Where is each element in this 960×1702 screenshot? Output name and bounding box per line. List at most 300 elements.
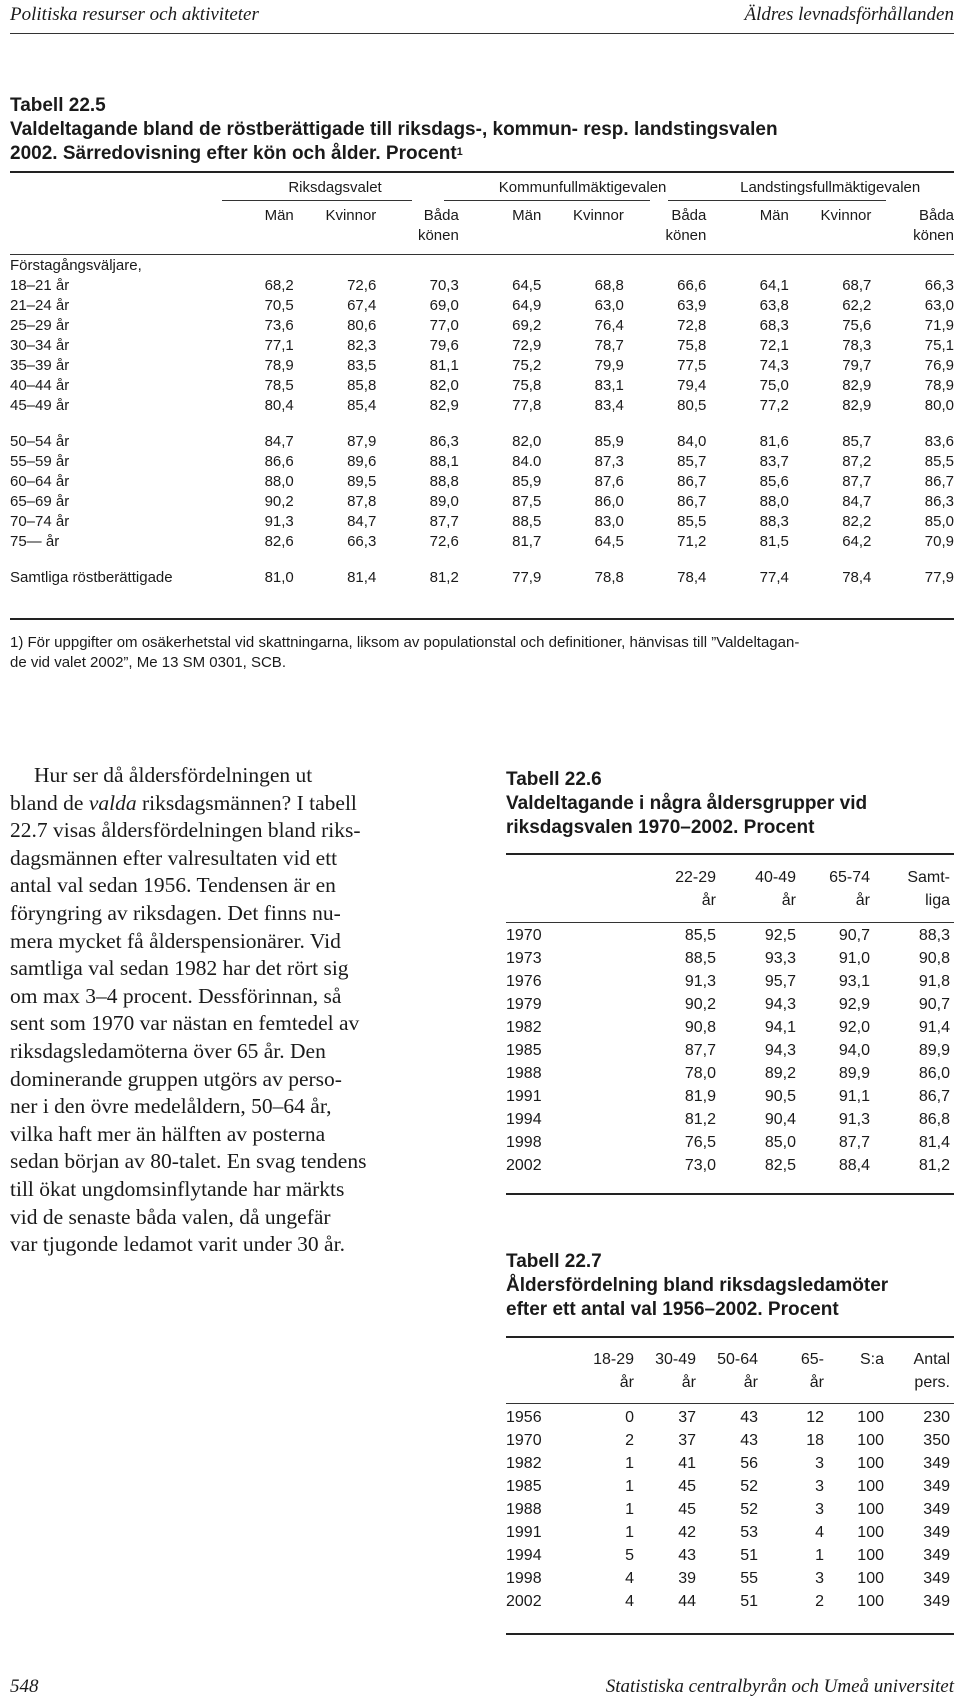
table-cell: 1 (625, 1524, 634, 1541)
table-cell: 91,3 (838, 1111, 870, 1128)
table-cell: 91,3 (264, 513, 294, 530)
table-cell: 88,5 (512, 513, 542, 530)
text-line: dominerande gruppen utgörs av perso- (10, 1066, 342, 1091)
table-row (10, 472, 954, 492)
column-header: 30-49 år (655, 1351, 696, 1391)
table-cell: 349 (923, 1524, 950, 1541)
table-cell: 87,3 (594, 453, 624, 470)
table-cell: 86,7 (918, 1088, 950, 1105)
table-cell: 87,7 (842, 473, 872, 490)
table-cell: 75,1 (924, 337, 954, 354)
table-cell: 81,0 (264, 569, 294, 586)
table-cell: 88,0 (759, 493, 789, 510)
table-cell: 68,8 (594, 277, 624, 294)
table-cell: 78,5 (264, 377, 294, 394)
table-row (506, 1016, 950, 1039)
publisher: Statistiska centralbyrån och Umeå universitet (605, 1676, 954, 1697)
table-cell: 82,9 (429, 397, 459, 414)
table-cell: 349 (923, 1547, 950, 1564)
table-cell: 86,0 (918, 1065, 950, 1082)
table-cell: 63,0 (594, 297, 624, 314)
table-cell: 63,8 (759, 297, 789, 314)
table-cell: 75,0 (759, 377, 789, 394)
table-cell: 85,5 (684, 927, 716, 944)
column-header: 65- år (800, 1351, 824, 1391)
table-cell: 86,3 (924, 493, 954, 510)
table-cell: 100 (857, 1409, 884, 1426)
row-year: 1991 (506, 1524, 542, 1541)
table-cell: 90,4 (764, 1111, 796, 1128)
row-label: 21–24 år (10, 297, 70, 314)
table-cell: 66,6 (677, 277, 707, 294)
table-cell: 85,9 (594, 433, 624, 450)
running-head-left: Politiska resurser och aktiviteter (10, 4, 259, 25)
table-row (506, 1567, 950, 1590)
table-cell: 66,3 (347, 533, 377, 550)
row-label: 30–34 år (10, 337, 70, 354)
table-footnote (10, 633, 950, 673)
table-row (10, 452, 954, 472)
table-bottom-rule (10, 618, 954, 620)
table-cell: 66,3 (924, 277, 954, 294)
table-cell: 91,0 (838, 950, 870, 967)
table-cell: 72,6 (429, 533, 459, 550)
table-cell: 85,4 (347, 397, 377, 414)
table-cell: 70,3 (429, 277, 459, 294)
table-22-5 (10, 178, 954, 588)
table-cell: 76,4 (594, 317, 624, 334)
table-cell: 89,9 (838, 1065, 870, 1082)
text-line: föryngring av riksdagen. Det finns nu- (10, 900, 341, 925)
table-cell: 100 (857, 1501, 884, 1518)
table-cell: 77,2 (759, 397, 789, 414)
table-cell: 69,2 (512, 317, 542, 334)
table-row (506, 1498, 950, 1521)
text-line: 22.7 visas åldersfördelningen bland riks- (10, 818, 361, 843)
footnote-line: de vid valet 2002”, Me 13 SM 0301, SCB. (10, 654, 286, 671)
table-cell: 74,3 (759, 357, 789, 374)
table-cell: 77,9 (924, 569, 954, 586)
table-row (506, 1131, 950, 1154)
column-header: Kvinnor (325, 207, 377, 224)
table-cell: 88,3 (918, 927, 950, 944)
row-label: Samtliga röstberättigade (10, 569, 173, 586)
table-cell: 100 (857, 1570, 884, 1587)
table-cell: 89,0 (429, 493, 459, 510)
table-cell: 82,9 (842, 397, 872, 414)
footnote-line: 1) För uppgifter om osäkerhetstal vid skattningarna, liksom av populationstal och definitioner, hänvisas till ”Valdeltagan- (10, 634, 800, 651)
table-cell: 82,0 (429, 377, 459, 394)
table-top-rule (506, 1336, 954, 1338)
table-cell: 71,9 (924, 317, 954, 334)
group-rule (444, 200, 650, 201)
column-header-row (506, 866, 950, 912)
table-cell: 63,0 (924, 297, 954, 314)
running-head (10, 4, 954, 30)
table-cell: 64,9 (512, 297, 542, 314)
page-number: 548 (10, 1676, 39, 1697)
table-cell: 77,0 (429, 317, 459, 334)
table-cell: 87,8 (347, 493, 377, 510)
table-bottom-rule (506, 1193, 954, 1195)
table-cell: 87,2 (842, 453, 872, 470)
text-line: till ökat ungdomsinflytande har märkts (10, 1176, 345, 1201)
group-header-row (10, 178, 954, 198)
table-cell: 37 (678, 1432, 696, 1449)
table-title-line: riksdagsvalen 1970–2002. Procent (506, 817, 815, 838)
table-cell: 64,5 (594, 533, 624, 550)
table-cell: 83,7 (759, 453, 789, 470)
table-cell: 77,9 (512, 569, 542, 586)
row-year: 1994 (506, 1111, 542, 1128)
column-header: Kvinnor (820, 207, 872, 224)
text-line: bland de valda riksdagsmännen? I tabell (10, 790, 357, 815)
table-cell: 100 (857, 1478, 884, 1495)
table-cell: 64,5 (512, 277, 542, 294)
section-label: Förstagångsväljare, (10, 257, 142, 274)
table-cell: 86,0 (594, 493, 624, 510)
column-header: Män (759, 207, 789, 224)
header-divider (10, 33, 954, 34)
table-row (506, 1406, 950, 1429)
text-line: vid de senaste båda valen, då ungefär (10, 1204, 331, 1229)
table-cell: 73,0 (684, 1157, 716, 1174)
table-cell: 94,3 (764, 996, 796, 1013)
table-cell: 88,1 (429, 453, 459, 470)
table-cell: 68,2 (264, 277, 294, 294)
table-cell: 75,8 (512, 377, 542, 394)
table-cell: 100 (857, 1547, 884, 1564)
table-cell: 1 (625, 1501, 634, 1518)
table-cell: 1 (625, 1478, 634, 1495)
group-header: Riksdagsvalet (288, 179, 382, 196)
row-year: 1985 (506, 1478, 542, 1495)
table-cell: 52 (740, 1501, 758, 1518)
table-cell: 70,9 (924, 533, 954, 550)
table-22-6 (506, 866, 950, 1177)
table-row (506, 993, 950, 1016)
table-cell: 81,5 (759, 533, 789, 550)
column-header: 18-29 år (593, 1351, 634, 1391)
table-cell: 78,9 (924, 377, 954, 394)
text-line: Hur ser då åldersfördelningen ut (34, 763, 313, 787)
text-line: om max 3–4 procent. Dessförinnan, så (10, 983, 342, 1008)
table-cell: 349 (923, 1501, 950, 1518)
column-header: 65-74 år (829, 869, 870, 909)
table-cell: 88,8 (429, 473, 459, 490)
table-cell: 51 (740, 1547, 758, 1564)
table-title-number: Tabell 22.5 (10, 95, 106, 116)
table-cell: 79,6 (429, 337, 459, 354)
text-line: samtliga val sedan 1982 har det rört sig (10, 956, 349, 981)
table-cell: 93,1 (838, 973, 870, 990)
row-year: 1956 (506, 1409, 542, 1426)
table-row (506, 1544, 950, 1567)
table-cell: 90,8 (684, 1019, 716, 1036)
table-cell: 91,4 (918, 1019, 950, 1036)
group-rule (222, 200, 412, 201)
row-year: 1970 (506, 1432, 542, 1449)
table-cell: 43 (740, 1432, 758, 1449)
row-year: 1970 (506, 927, 542, 944)
table-cell: 88,0 (264, 473, 294, 490)
table-cell: 12 (806, 1409, 824, 1426)
table-title-number: Tabell 22.6 (506, 769, 602, 790)
table-row (506, 1039, 950, 1062)
table-cell: 89,9 (918, 1042, 950, 1059)
table-cell: 56 (740, 1455, 758, 1472)
table-cell: 82,3 (347, 337, 377, 354)
row-year: 2002 (506, 1593, 542, 1610)
table-cell: 18 (806, 1432, 824, 1449)
column-header: Båda könen (665, 207, 707, 244)
table-cell: 44 (678, 1593, 696, 1610)
table-row (10, 396, 954, 416)
table-cell: 75,8 (677, 337, 707, 354)
table-row (10, 492, 954, 512)
table-cell: 1 (815, 1547, 824, 1564)
table-cell: 37 (678, 1409, 696, 1426)
table-cell: 85,0 (924, 513, 954, 530)
row-year: 1973 (506, 950, 542, 967)
table-cell: 63,9 (677, 297, 707, 314)
row-label: 45–49 år (10, 397, 70, 414)
table-cell: 89,2 (764, 1065, 796, 1082)
table-row (10, 568, 954, 588)
table-cell: 77,1 (264, 337, 294, 354)
row-label: 60–64 år (10, 473, 70, 490)
table-cell: 85,7 (677, 453, 707, 470)
emphasis: valda (88, 790, 137, 815)
table-cell: 72,8 (677, 317, 707, 334)
row-label: 25–29 år (10, 317, 70, 334)
table-cell: 91,8 (918, 973, 950, 990)
row-label: 75— år (10, 533, 60, 550)
table-title-line: 2002. Särredovisning efter kön och ålder. Procent$^1$ (10, 143, 463, 164)
table-cell: 90,7 (838, 927, 870, 944)
table-cell: 81,2 (429, 569, 459, 586)
text-line: sedan början av 80-talet. En svag tendens (10, 1149, 367, 1174)
row-year: 1991 (506, 1088, 542, 1105)
table-cell: 87,7 (684, 1042, 716, 1059)
row-year: 1976 (506, 973, 542, 990)
table-cell: 82,5 (764, 1157, 796, 1174)
table-cell: 90,8 (918, 950, 950, 967)
table-cell: 92,9 (838, 996, 870, 1013)
body-paragraph (10, 762, 436, 1259)
table-cell: 82,6 (264, 533, 294, 550)
table-cell: 87,7 (429, 513, 459, 530)
table-cell: 3 (815, 1570, 824, 1587)
table-cell: 85,5 (677, 513, 707, 530)
table-cell: 100 (857, 1593, 884, 1610)
table-cell: 83,4 (594, 397, 624, 414)
table-cell: 70,5 (264, 297, 294, 314)
row-label: 35–39 år (10, 357, 70, 374)
column-header: Båda könen (417, 207, 459, 244)
table-cell: 43 (678, 1547, 696, 1564)
table-cell: 3 (815, 1455, 824, 1472)
group-rule (668, 200, 886, 201)
table-cell: 39 (678, 1570, 696, 1587)
table-cell: 83,1 (594, 377, 624, 394)
table-cell: 83,0 (594, 513, 624, 530)
column-header: S:a (859, 1351, 884, 1368)
column-header-row (10, 206, 954, 246)
table-cell: 92,0 (838, 1019, 870, 1036)
table-cell: 349 (923, 1478, 950, 1495)
table-row (10, 512, 954, 532)
table-cell: 90,2 (684, 996, 716, 1013)
row-year: 1998 (506, 1134, 542, 1151)
table-cell: 78,4 (677, 569, 707, 586)
table-cell: 80,5 (677, 397, 707, 414)
table-title-line: efter ett antal val 1956–2002. Procent (506, 1299, 839, 1320)
table-cell: 43 (740, 1409, 758, 1426)
table-22-5-title (10, 94, 954, 166)
table-cell: 78,3 (842, 337, 872, 354)
table-row (10, 376, 954, 396)
table-title-number: Tabell 22.7 (506, 1251, 602, 1272)
table-cell: 349 (923, 1570, 950, 1587)
table-row (506, 924, 950, 947)
table-cell: 86,3 (429, 433, 459, 450)
table-row (10, 336, 954, 356)
table-cell: 64,2 (842, 533, 872, 550)
table-cell: 72,1 (759, 337, 789, 354)
table-cell: 5 (625, 1547, 634, 1564)
table-cell: 68,3 (759, 317, 789, 334)
table-row (10, 356, 954, 376)
table-cell: 78,9 (264, 357, 294, 374)
table-cell: 68,7 (842, 277, 872, 294)
table-cell: 75,6 (842, 317, 872, 334)
table-cell: 76,5 (684, 1134, 716, 1151)
text-line: antal val sedan 1956. Tendensen är en (10, 873, 336, 898)
table-cell: 4 (625, 1593, 634, 1610)
table-cell: 4 (815, 1524, 824, 1541)
table-cell: 77,8 (512, 397, 542, 414)
column-header: Samt- liga (907, 869, 950, 909)
column-header: Antal pers. (913, 1351, 950, 1391)
table-cell: 82,0 (512, 433, 542, 450)
table-cell: 83,5 (347, 357, 377, 374)
table-row (506, 1521, 950, 1544)
table-cell: 349 (923, 1455, 950, 1472)
row-year: 1988 (506, 1065, 542, 1082)
table-cell: 79,7 (842, 357, 872, 374)
table-cell: 91,3 (684, 973, 716, 990)
table-cell: 76,9 (924, 357, 954, 374)
table-row (10, 432, 954, 452)
table-cell: 93,3 (764, 950, 796, 967)
group-header: Landstingsfullmäktigevalen (740, 179, 921, 196)
table-22-6-title (506, 768, 954, 840)
table-cell: 4 (625, 1570, 634, 1587)
table-cell: 81,6 (759, 433, 789, 450)
table-row (506, 970, 950, 993)
table-cell: 55 (740, 1570, 758, 1587)
header-bottom-rule (10, 254, 954, 255)
table-cell: 64,1 (759, 277, 789, 294)
table-cell: 45 (678, 1478, 696, 1495)
column-header: 40-49 år (755, 869, 796, 909)
table-cell: 72,6 (347, 277, 377, 294)
table-cell: 81,1 (429, 357, 459, 374)
table-cell: 67,4 (347, 297, 377, 314)
table-cell: 80,0 (924, 397, 954, 414)
table-cell: 86,7 (924, 473, 954, 490)
row-year: 1982 (506, 1455, 542, 1472)
table-row (506, 1062, 950, 1085)
table-cell: 90,7 (918, 996, 950, 1013)
table-cell: 79,9 (594, 357, 624, 374)
table-cell: 75,2 (512, 357, 542, 374)
table-row (10, 316, 954, 336)
table-cell: 69,0 (429, 297, 459, 314)
table-cell: 85,9 (512, 473, 542, 490)
table-row (506, 1590, 950, 1613)
table-cell: 230 (923, 1409, 950, 1426)
table-cell: 62,2 (842, 297, 872, 314)
table-cell: 81,4 (918, 1134, 950, 1151)
table-cell: 72,9 (512, 337, 542, 354)
table-cell: 90,2 (264, 493, 294, 510)
table-cell: 0 (625, 1409, 634, 1426)
table-row (10, 276, 954, 296)
text-line: dagsmännen efter valresultaten vid ett (10, 845, 338, 870)
table-row (10, 532, 954, 552)
table-cell: 94,3 (764, 1042, 796, 1059)
group-header: Kommunfullmäktigevalen (498, 179, 667, 196)
table-row (506, 1154, 950, 1177)
row-year: 1979 (506, 996, 542, 1013)
table-cell: 71,2 (677, 533, 707, 550)
table-cell: 100 (857, 1455, 884, 1472)
table-22-7-title (506, 1250, 954, 1322)
table-cell: 87,7 (838, 1134, 870, 1151)
table-cell: 81,9 (684, 1088, 716, 1105)
table-cell: 92,5 (764, 927, 796, 944)
table-cell: 78,4 (842, 569, 872, 586)
row-label: 55–59 år (10, 453, 70, 470)
text-line: ner i den övre medelåldern, 50–64 år, (10, 1094, 332, 1119)
table-cell: 78,7 (594, 337, 624, 354)
column-header-row (506, 1348, 950, 1394)
column-header: Båda könen (913, 207, 954, 244)
row-year: 1982 (506, 1019, 542, 1036)
table-cell: 51 (740, 1593, 758, 1610)
table-row (506, 947, 950, 970)
table-cell: 85,7 (842, 433, 872, 450)
table-title-line: Valdeltagande i några åldersgrupper vid (506, 793, 868, 814)
table-cell: 90,5 (764, 1088, 796, 1105)
table-cell: 349 (923, 1593, 950, 1610)
table-cell: 86,6 (264, 453, 294, 470)
table-cell: 52 (740, 1478, 758, 1495)
table-cell: 88,3 (759, 513, 789, 530)
table-cell: 41 (678, 1455, 696, 1472)
table-cell: 89,5 (347, 473, 377, 490)
table-cell: 78,0 (684, 1065, 716, 1082)
column-header: Kvinnor (572, 207, 624, 224)
table-title-line: Valdeltagande bland de röstberättigade till riksdags-, kommun- resp. landstingsvalen (10, 119, 778, 140)
table-cell: 350 (923, 1432, 950, 1449)
table-cell: 89,6 (347, 453, 377, 470)
footnote-marker: 1 (456, 146, 463, 158)
column-header: 22-29 år (675, 869, 716, 909)
table-cell: 94,0 (838, 1042, 870, 1059)
